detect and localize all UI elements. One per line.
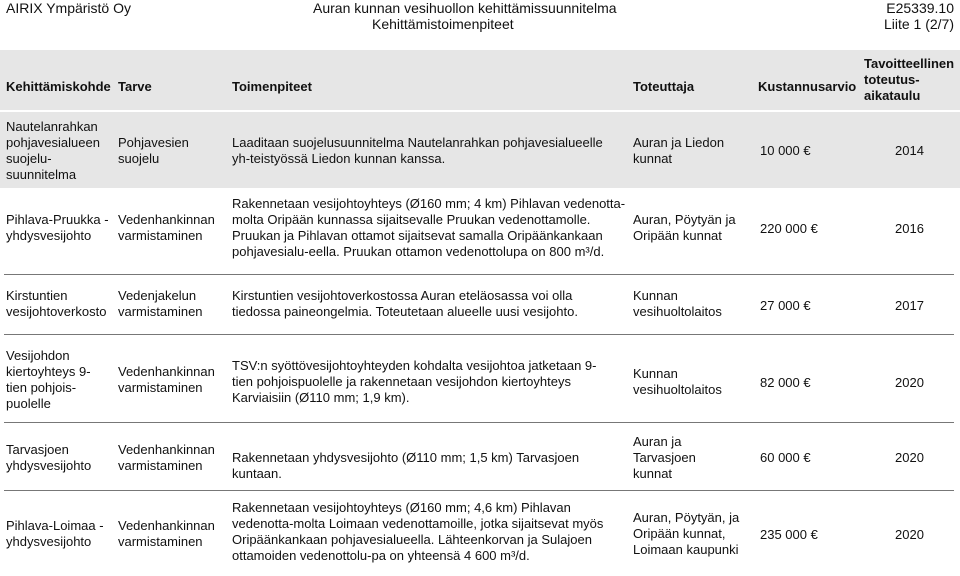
cell-target: Vesijohdon kiertoyhteys 9-tien pohjois-puolelle	[6, 348, 91, 411]
cell-need: Vedenhankinnan varmistaminen	[118, 212, 215, 243]
cell-executor: Auran ja Tarvasjoen kunnat	[633, 434, 696, 481]
col-header-need: Tarve	[118, 79, 152, 94]
cell-year: 2017	[895, 298, 924, 313]
col-header-cost: Kustannusarvio	[758, 79, 857, 94]
cell-need: Vedenhankinnan varmistaminen	[118, 364, 215, 395]
page-header	[0, 0, 960, 34]
row-divider	[4, 274, 954, 275]
cell-target: Tarvasjoen yhdysvesijohto	[6, 442, 92, 473]
cell-executor: Auran, Pöytyän ja Oripään kunnat	[633, 212, 736, 243]
cell-measures: TSV:n syöttövesijohtoyhteyden kohdalta vesijohtoa jatketaan 9-tien pohjoispuolelle ja rakennetaan vesijohdon kiertoyhteys Karviaisiin (Ø110 mm; 1,9 km).	[232, 358, 597, 405]
cell-cost: 60 000 €	[760, 450, 811, 465]
cell-measures: Kirstuntien vesijohtoverkostossa Auran eteläosassa voi olla tiedossa paineongelmia. Toteutetaan alueelle uusi vesijohto.	[232, 288, 578, 319]
cell-executor: Auran ja Liedon kunnat	[633, 135, 725, 166]
cell-target: Nautelanrahkan pohjavesialueen suojelu-suunnitelma	[6, 119, 100, 182]
cell-measures: Rakennetaan yhdysvesijohto (Ø110 mm; 1,5 km) Tarvasjoen kuntaan.	[232, 450, 580, 481]
table-row	[0, 112, 960, 188]
table-row	[0, 196, 960, 266]
cell-year: 2020	[895, 527, 924, 542]
cell-need: Pohjavesien suojelu	[118, 135, 189, 166]
table-row	[0, 434, 960, 484]
document-subtitle: Kehittämistoimenpiteet	[372, 16, 514, 32]
cell-target: Pihlava-Pruukka -yhdysvesijohto	[6, 212, 109, 243]
col-header-measures: Toimenpiteet	[232, 79, 312, 94]
cell-year: 2020	[895, 375, 924, 390]
cell-measures: Laaditaan suojelusuunnitelma Nautelanrahkan pohjavesialueelle yh-teistyössä Liedon kunnan kanssa.	[232, 135, 603, 166]
cell-year: 2020	[895, 450, 924, 465]
cell-need: Vedenjakelun varmistaminen	[118, 288, 203, 319]
cell-need: Vedenhankinnan varmistaminen	[118, 442, 215, 473]
cell-cost: 10 000 €	[760, 143, 811, 158]
cell-year: 2014	[895, 143, 924, 158]
row-divider	[4, 334, 954, 335]
cell-cost: 220 000 €	[760, 221, 818, 236]
attachment-page: Liite 1 (2/7)	[883, 16, 954, 32]
document-title: Auran kunnan vesihuollon kehittämissuunnitelma	[313, 0, 617, 16]
document-code: E25339.10	[886, 0, 954, 16]
table-row	[0, 500, 960, 572]
row-divider	[4, 422, 954, 423]
company-name: AIRIX Ympäristö Oy	[6, 0, 132, 16]
cell-measures: Rakennetaan vesijohtoyhteys (Ø160 mm; 4 km) Pihlavan vedenotta-molta Oripään kunnassa sijaitsevalle Pruukan vedenottamolle. Pruukan ja Pihlavan ottamot sijaitsevat samalla Oripäänkankaan pohjavesialu-eella. Pruukan ottamon vedenottolupa on 800 m³/d.	[232, 196, 626, 259]
cell-target: Kirstuntien vesijohtoverkosto	[6, 288, 107, 319]
table-row	[0, 348, 960, 416]
cell-executor: Kunnan vesihuoltolaitos	[633, 288, 722, 319]
cell-year: 2016	[895, 221, 924, 236]
cell-target: Pihlava-Loimaa -yhdysvesijohto	[6, 518, 104, 549]
cell-cost: 27 000 €	[760, 298, 811, 313]
cell-executor: Auran, Pöytyän, ja Oripään kunnat, Loimaan kaupunki	[633, 510, 740, 557]
cell-executor: Kunnan vesihuoltolaitos	[633, 366, 722, 397]
cell-cost: 82 000 €	[760, 375, 811, 390]
table-header	[0, 50, 960, 110]
col-header-target: Kehittämiskohde	[6, 79, 111, 94]
cell-measures: Rakennetaan vesijohtoyhteys (Ø160 mm; 4,6 km) Pihlavan vedenotta-molta Loimaan vedenottamoille, jotka sijaitsevat myös Oripäänkankaan pohjavesialueella. Lähteenkorvan ja Sulajoen ottamoiden vedenottolu-pa on yhteensä 4 600 m³/d.	[232, 500, 604, 563]
cell-need: Vedenhankinnan varmistaminen	[118, 518, 215, 549]
table-row	[0, 288, 960, 328]
cell-cost: 235 000 €	[760, 527, 818, 542]
col-header-executor: Toteuttaja	[633, 79, 695, 94]
row-divider	[4, 490, 954, 491]
col-header-schedule: Tavoitteellinen toteutus-aikataulu	[864, 56, 955, 103]
